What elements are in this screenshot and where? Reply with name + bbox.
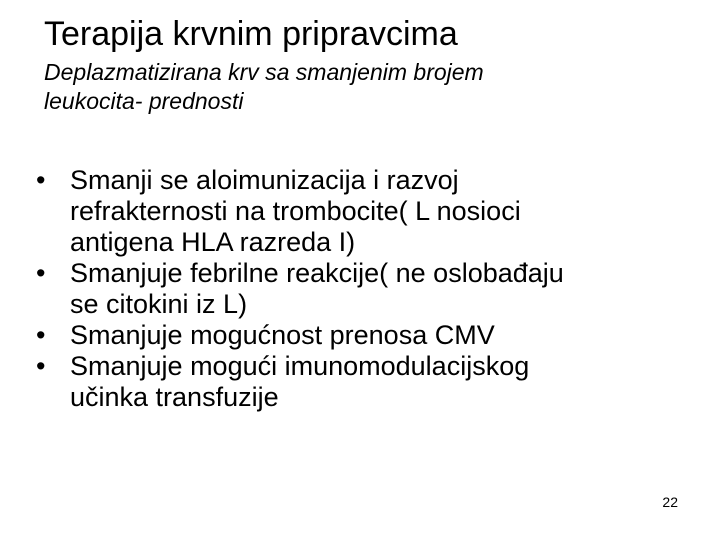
page-number: 22	[662, 494, 678, 510]
bullet-line: se citokini iz L)	[70, 289, 248, 319]
bullet-marker: •	[36, 320, 46, 350]
bullet-item	[30, 258, 690, 320]
subtitle-line: leukocita- prednosti	[44, 88, 244, 114]
subtitle-line: Deplazmatizirana krv sa smanjenim brojem	[44, 59, 484, 85]
bullet-list	[30, 165, 690, 413]
bullet-item	[30, 165, 690, 258]
bullet-line: antigena HLA razreda I)	[70, 227, 356, 257]
bullet-line: učinka transfuzije	[70, 382, 279, 412]
slide-subtitle	[44, 58, 644, 116]
bullet-marker: •	[36, 351, 46, 381]
bullet-marker: •	[36, 258, 46, 288]
bullet-line: Smanjuje mogući imunomodulacijskog	[70, 351, 530, 381]
bullet-line: Smanji se aloimunizacija i razvoj	[70, 165, 459, 195]
bullet-item	[30, 351, 690, 413]
slide-title: Terapija krvnim pripravcima	[44, 15, 458, 53]
bullet-line: Smanjuje mogućnost prenosa CMV	[70, 320, 495, 350]
bullet-line: refrakternosti na trombocite( L nosioci	[70, 196, 521, 226]
bullet-item	[30, 320, 690, 351]
bullet-marker: •	[36, 165, 46, 195]
bullet-line: Smanjuje febrilne reakcije( ne oslobađaju	[70, 258, 564, 288]
